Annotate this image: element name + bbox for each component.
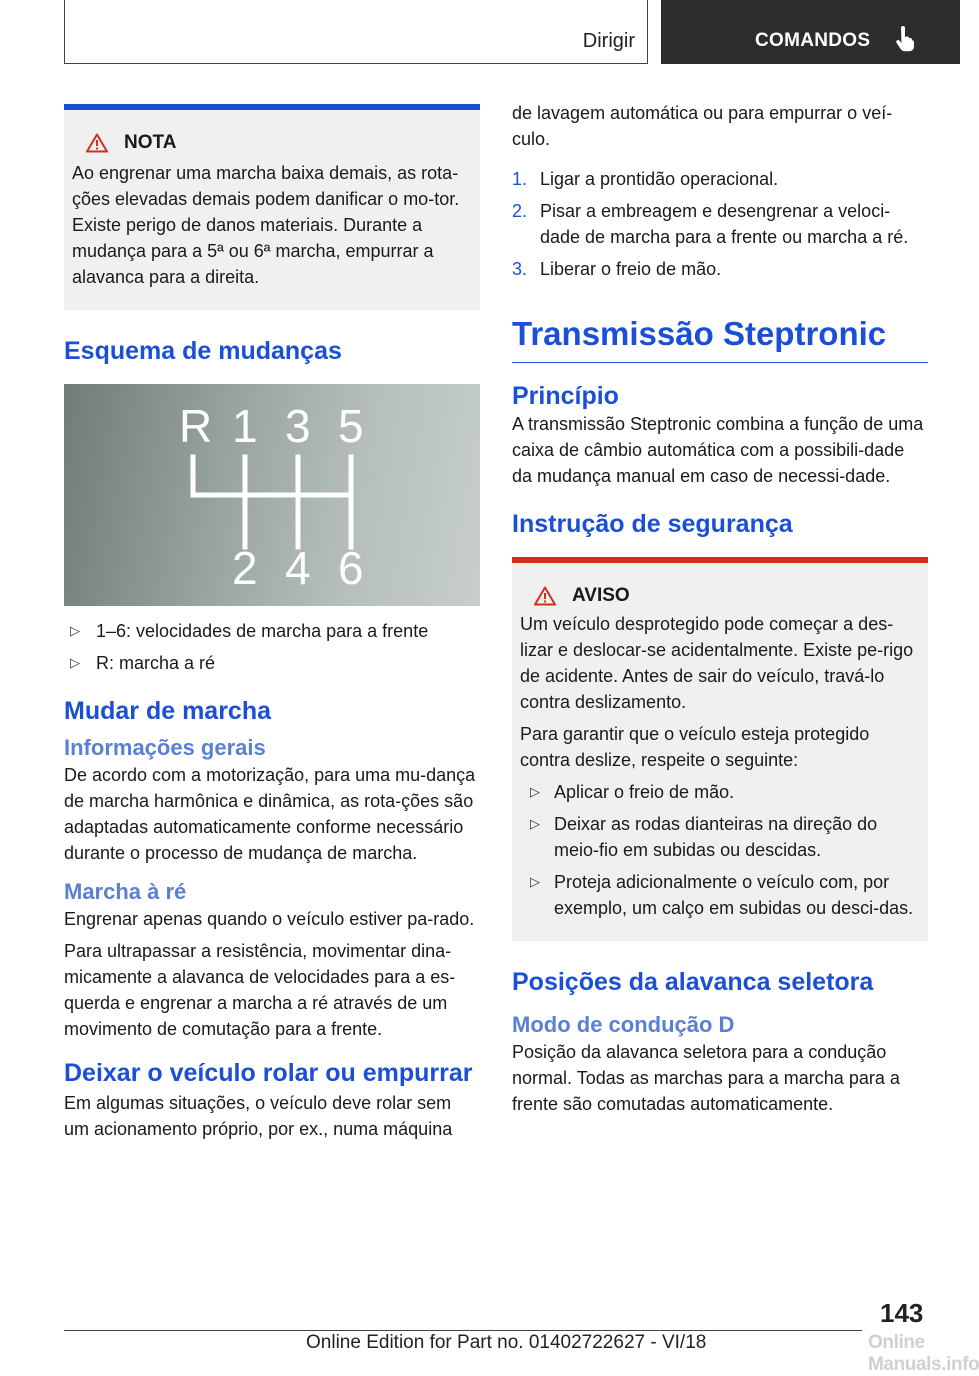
gear-shift-pattern-image — [64, 384, 480, 606]
continued-text: de lavagem automática ou para empurrar o veí-culo. — [512, 103, 893, 149]
list-item-text: R: marcha a ré — [96, 653, 216, 673]
triangle-bullet-icon: ▷ — [530, 874, 540, 889]
gear-label-6: 6 — [338, 542, 364, 594]
gear-label-2: 2 — [232, 542, 258, 594]
list-item-text: Proteja adicionalmente o veículo com, por exemplo, um calço em subidas ou desci-das. — [554, 872, 914, 918]
section-tab-label: Dirigir — [582, 30, 635, 52]
step-text: Liberar o freio de mão. — [540, 259, 722, 279]
list-item — [512, 166, 928, 192]
reverse-text-2: Para ultrapassar a resistência, movimentar dina-micamente a alavanca de velocidades para a es-querda e engrenar a marcha a ré através de um movimento de comutação para a frente. — [64, 941, 456, 1039]
warning-text-1: Um veículo desprotegido pode começar a des-lizar e deslocar-se acidentalmente. Existe pe-rigo de acidente. Antes de sair do veículo, travá-lo contra deslizamento. — [520, 614, 914, 712]
warning-triangle-icon — [86, 133, 108, 153]
warning-title — [520, 585, 920, 607]
heading-safety: Instrução de segurança — [512, 510, 793, 538]
reverse-text-1: Engrenar apenas quando o veículo estiver pa-rado. — [64, 909, 475, 929]
heading-selector-positions: Posições da alavanca seletora — [512, 968, 874, 996]
gear-label-1: 1 — [232, 400, 258, 452]
heading-reverse-gear: Marcha à ré — [64, 879, 187, 904]
heading-principle: Princípio — [512, 382, 619, 410]
list-item-text: 1–6: velocidades de marcha para a frente — [96, 621, 429, 641]
note-title-text: NOTA — [124, 132, 177, 153]
gear-label-5: 5 — [338, 400, 364, 452]
heading-general-info: Informações gerais — [64, 735, 266, 760]
gear-label-4: 4 — [285, 542, 311, 594]
page-number: 143 — [880, 1298, 924, 1328]
warning-list — [520, 779, 920, 921]
gear-label-3: 3 — [285, 400, 311, 452]
warning-box — [512, 557, 928, 941]
heading-roll-push: Deixar o veículo rolar ou empurrar — [64, 1059, 473, 1087]
step-text: Pisar a embreagem e desengrenar a veloci-dade de marcha para a frente ou marcha a ré. — [540, 201, 909, 247]
warning-triangle-icon — [534, 586, 556, 606]
right-column — [512, 100, 928, 1123]
triangle-bullet-icon: ▷ — [70, 655, 80, 670]
step-number: 1. — [512, 169, 528, 189]
note-box — [64, 104, 480, 310]
chapter-tab-label: COMANDOS — [755, 30, 871, 51]
hand-pointer-icon — [895, 26, 915, 57]
principle-text: A transmissão Steptronic combina a função de uma caixa de câmbio automática com a possibili-dade da mudança manual em caso de necessi-dade. — [512, 414, 924, 486]
list-item — [520, 811, 920, 863]
header-chapter-tab — [661, 0, 960, 64]
list-item — [520, 869, 920, 921]
list-item — [520, 779, 920, 805]
warning-text-2: Para garantir que o veículo esteja protegido contra deslize, respeite o seguinte: — [520, 724, 870, 770]
gear-legend-list — [64, 618, 480, 676]
note-text: Ao engrenar uma marcha baixa demais, as rota-ções elevadas demais podem danificar o mo-tor. Existe perigo de danos materiais. Durante a mudança para a 5ª ou 6ª marcha, empurrar a alavanca para a direita. — [72, 163, 460, 287]
footer-divider — [64, 1330, 862, 1331]
triangle-bullet-icon: ▷ — [70, 623, 80, 638]
list-item — [64, 650, 480, 676]
left-column — [64, 104, 480, 1148]
roll-push-text: Em algumas situações, o veículo deve rolar sem um acionamento próprio, por ex., numa máquina — [64, 1093, 453, 1139]
list-item — [512, 256, 928, 282]
triangle-bullet-icon: ▷ — [530, 784, 540, 799]
step-number: 3. — [512, 259, 528, 279]
note-title — [72, 132, 472, 154]
heading-change-gear: Mudar de marcha — [64, 697, 272, 725]
step-number: 2. — [512, 201, 528, 221]
list-item — [512, 198, 928, 250]
footer-edition: Online Edition for Part no. 01402722627 - VI/18 — [306, 1332, 707, 1353]
list-item — [64, 618, 480, 644]
heading-drive-mode: Modo de condução D — [512, 1012, 735, 1037]
heading-shift-pattern: Esquema de mudanças — [64, 337, 342, 365]
step-text: Ligar a prontidão operacional. — [540, 169, 779, 189]
list-item-text: Deixar as rodas dianteiras na direção do meio-fio em subidas ou descidas. — [554, 814, 878, 860]
drive-mode-text: Posição da alavanca seletora para a condução normal. Todas as marchas para a marcha para a frente são comutadas automaticamente. — [512, 1042, 900, 1114]
general-info-text: De acordo com a motorização, para uma mu-dança de marcha harmônica e dinâmica, as rota-ções são adaptadas automaticamente conforme necessário durante o processo de mudança de marcha. — [64, 765, 476, 863]
header-section-tab — [64, 0, 648, 64]
warning-title-text: AVISO — [572, 585, 630, 606]
steps-list — [512, 166, 928, 282]
heading-steptronic: Transmissão Steptronic — [512, 314, 928, 363]
triangle-bullet-icon: ▷ — [530, 816, 540, 831]
watermark: Online Manuals.info — [868, 1332, 979, 1375]
list-item-text: Aplicar o freio de mão. — [554, 782, 735, 802]
gear-label-r: R — [179, 400, 213, 452]
